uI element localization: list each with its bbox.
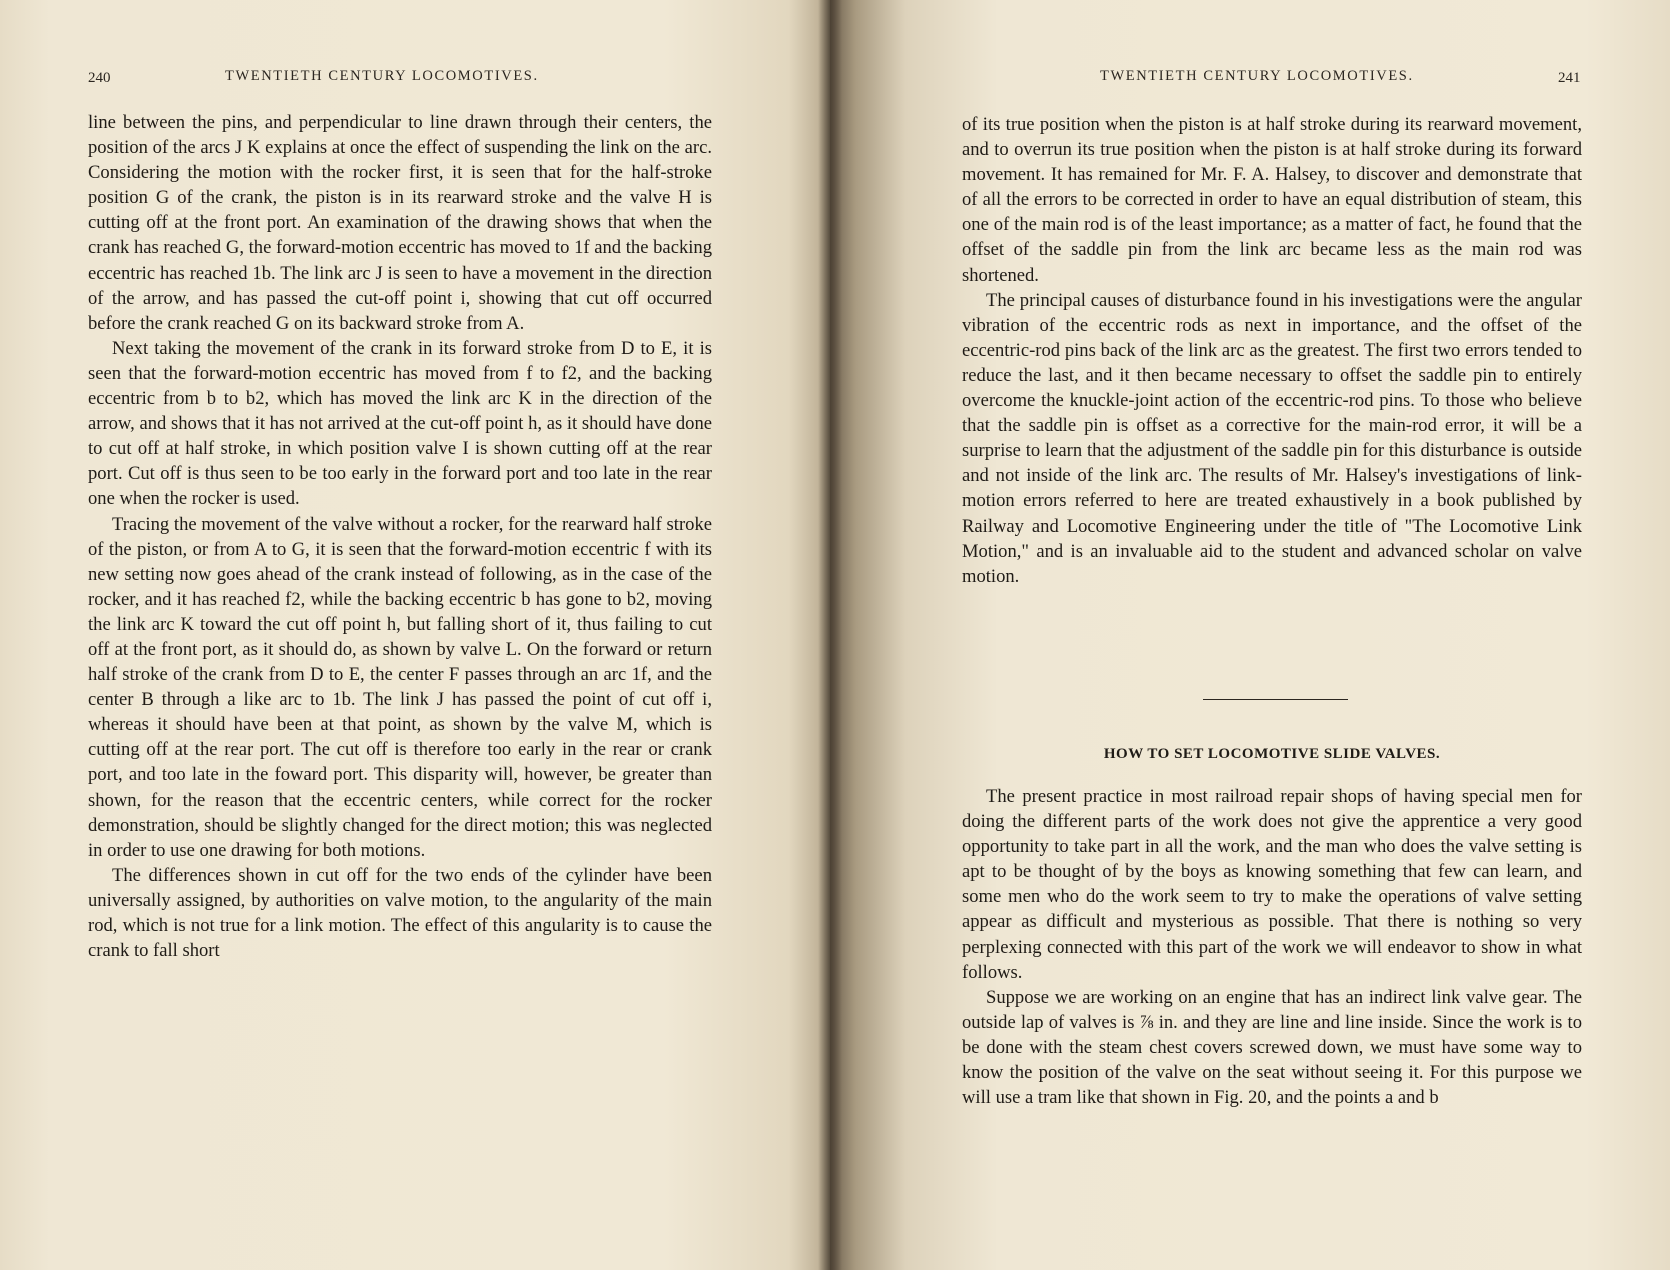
paragraph: of its true position when the piston is at half stroke during its rearward movement, and to overrun its true position when the piston is at half stroke during its forward movement. It has remained for Mr. F. A. Halsey, to discover and demonstrate that of all the errors to be corrected in order to have an equal distribution of steam, this one of the main rod is of the least importance; as a matter of fact, he found that the offset of the saddle pin from the link arc became less as the main rod was shortened.	[962, 114, 1582, 286]
left-body-text	[88, 110, 712, 963]
paragraph: The present practice in most railroad repair shops of having special men for doing the different parts of the work does not give the apprentice a very good opportunity to take part in all the work, and the man who does the valve setting is apt to be thought of by the boys as knowing something that few can learn, and some men who do the work seem to try to make the operations of valve setting appear as difficult and mysterious as possible. That there is nothing so very perplexing connected with this part of the work we will endeavor to show in what follows.	[962, 786, 1582, 983]
page-number-right: 241	[1558, 70, 1581, 86]
right-body-text-bottom	[962, 784, 1582, 1110]
paragraph: Next taking the movement of the crank in its forward stroke from D to E, it is seen that the forward-motion eccentric has moved from f to f2, and the backing eccentric from b to b2, which has moved the link arc K in the direction of the arrow, and shows that it has not arrived at the cut-off point h, as it should have done to cut off at half stroke, in which position valve I is shown cutting off at the rear port. Cut off is thus seen to be too early in the forward port and too late in the rear one when the rocker is used.	[88, 337, 712, 510]
running-header-right: TWENTIETH CENTURY LOCOMOTIVES.	[1100, 68, 1414, 84]
paragraph: The differences shown in cut off for the two ends of the cylinder have been universally assigned, by authorities on valve motion, to the angularity of the main rod, which is not true for a link motion. The effect of this angularity is to cause the crank to fall short	[88, 864, 712, 962]
page-number-left: 240	[88, 70, 111, 86]
paragraph: The principal causes of disturbance found in his investigations were the angular vibration of the eccentric rods as next in importance, and the offset of the eccentric-rod pins back of the link arc as the greatest. The first two errors tended to reduce the last, and it then became necessary to offset the saddle pin to entirely overcome the knuckle-joint action of the eccentric-rod pins. To those who believe that the saddle pin is offset as a corrective for the main-rod error, it will be a surprise to learn that the adjustment of the saddle pin for this disturbance is outside and not inside of the link arc. The results of Mr. Halsey's investigations of link-motion errors referred to here are treated exhaustively in a book published by Railway and Locomotive Engineering under the title of "The Locomotive Link Motion," and is an invaluable aid to the student and advanced scholar on valve motion.	[962, 289, 1582, 587]
section-divider	[1203, 699, 1348, 700]
paragraph: Tracing the movement of the valve without a rocker, for the rearward half stroke of the piston, or from A to G, it is seen that the forward-motion eccentric f with its new setting now goes ahead of the crank instead of following, as in the case of the rocker, and it has reached f2, while the backing eccentric b has gone to b2, moving the link arc K toward the cut off point h, but falling short of it, thus failing to cut off at the front port, as it should do, as shown by valve L. On the forward or return half stroke of the crank from D to E, the center F passes through an arc 1f, and the center B through a like arc to 1b. The link J has passed the point of cut off i, whereas it should have been at that point, as shown by the valve M, which is cutting off at the rear port. The cut off is therefore too early in the rear or crank port, and too late in the foward port. This disparity will, however, be greater than shown, for the reason that the eccentric centers, while correct for the rocker demonstration, should be slightly changed for the direct motion; this was neglected in order to use one drawing for both motions.	[88, 513, 712, 861]
paragraph: line between the pins, and perpendicular to line drawn through their centers, the position of the arcs J K explains at once the effect of suspending the link on the arc. Considering the motion with the rocker first, it is seen that for the half-stroke position G of the crank, the piston is in its rearward stroke and the valve H is cutting off at the front port. An examination of the drawing shows that when the crank has reached G, the forward-motion eccentric has moved to 1f and the backing eccentric has reached 1b. The link arc J is seen to have a movement in the direction of the arrow, and has passed the cut-off point i, showing that cut off occurred before the crank reached G on its backward stroke from A.	[88, 112, 712, 334]
right-body-text-top	[962, 112, 1582, 589]
paragraph: Suppose we are working on an engine that has an indirect link valve gear. The outside lap of valves is ⅞ in. and they are line and line inside. Since the work is to be done with the steam chest covers screwed down, we must have some way to know the position of the valve on the seat without seeing it. For this purpose we will use a tram like that shown in Fig. 20, and the points a and b	[962, 986, 1582, 1109]
running-header-left: TWENTIETH CENTURY LOCOMOTIVES.	[225, 68, 539, 84]
left-page	[0, 0, 830, 1270]
section-title: HOW TO SET LOCOMOTIVE SLIDE VALVES.	[1103, 746, 1441, 762]
gutter-shadow	[818, 0, 842, 1270]
